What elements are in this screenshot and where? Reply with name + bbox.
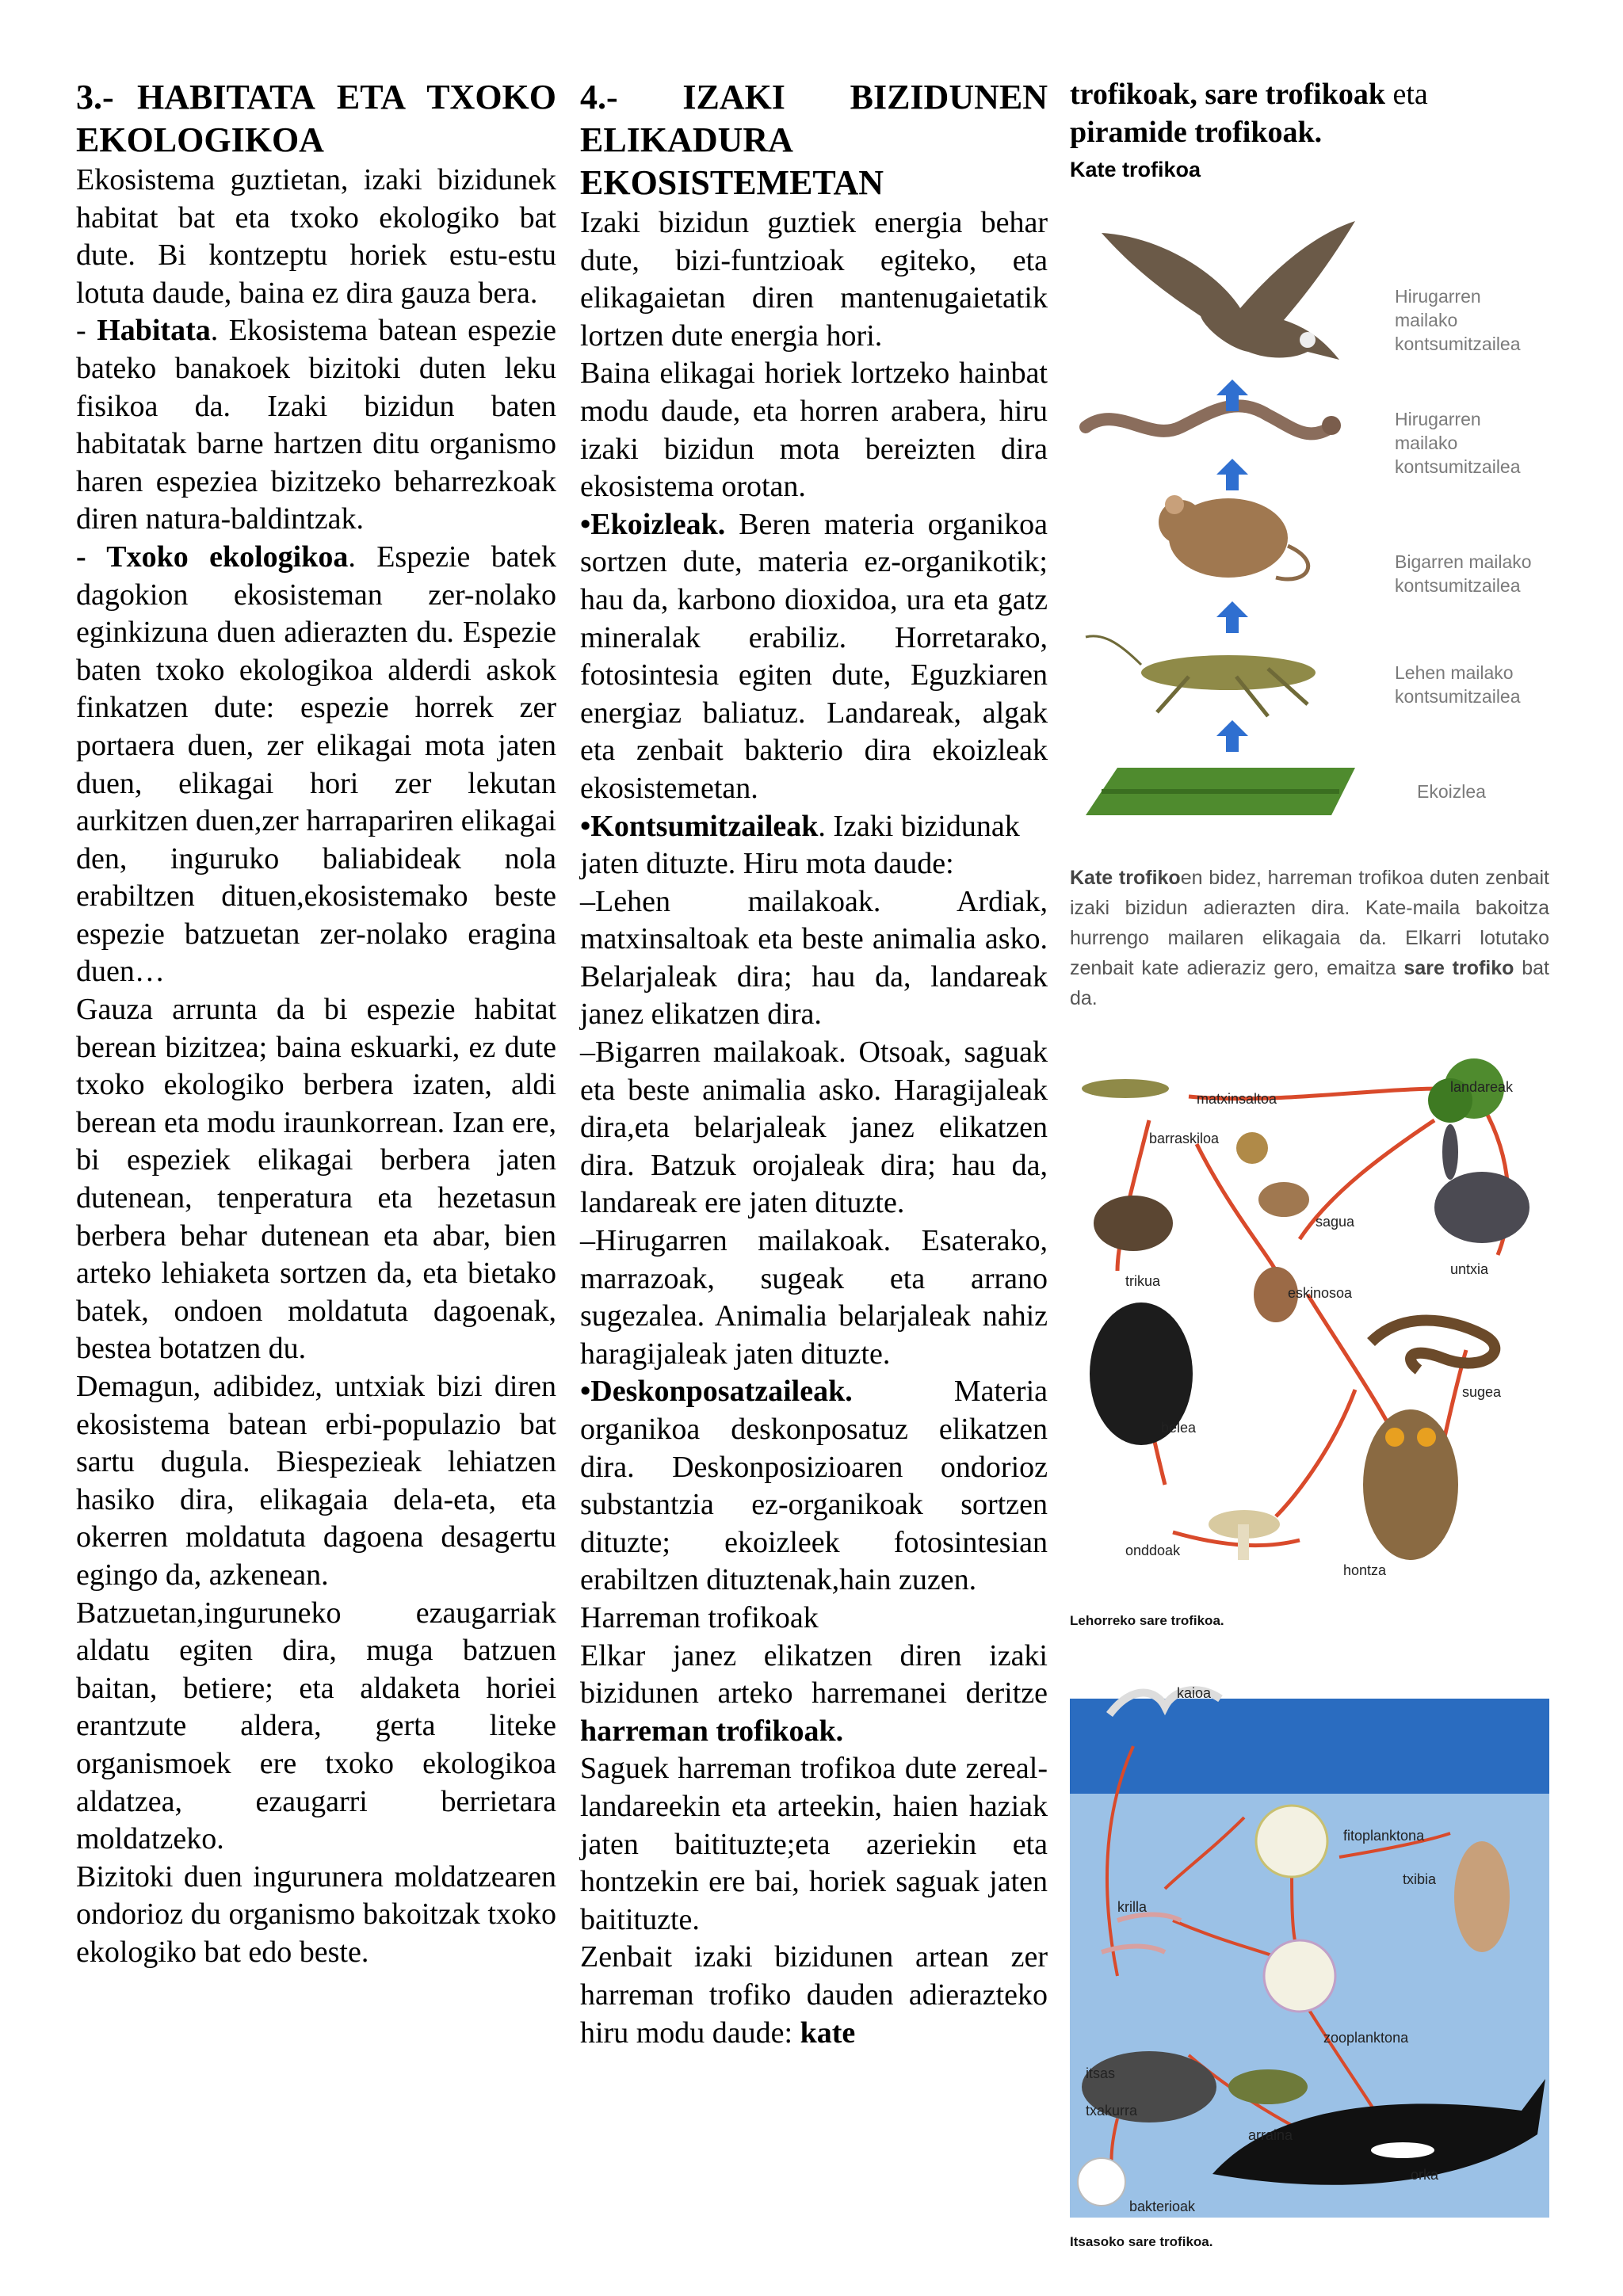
saguek-paragraph: Saguek harreman trofikoa dute zereal-landareekin eta arteekin, haien haziak jaten baitituzte;eta azeriekin eta hontzekin ere bai, horiek saguak jaten baitituzte. [580, 1752, 1048, 1936]
web-label-landareak: landareak [1450, 1078, 1514, 1095]
land-food-web-figure [1070, 1057, 1549, 1628]
web-label-matxinsaltoa: matxinsaltoa [1197, 1090, 1277, 1107]
zooplankton-icon [1264, 1940, 1335, 2012]
continuation-text: trofikoak, sare trofikoak eta piramide trofikoak. [1070, 78, 1428, 149]
sea-label-txibia: txibia [1403, 1871, 1437, 1887]
kate-term: kate [800, 2016, 856, 2050]
zenbait-paragraph: Zenbait izaki bizidunen artean zer harreman trofiko dauden adierazteko hiru modu daude: kate [580, 1940, 1048, 2050]
sea-label-krilla: krilla [1117, 1898, 1148, 1915]
sea-web-caption: Itsasoko sare trofikoa. [1070, 2233, 1213, 2249]
sea-label-fitoplanktona: fitoplanktona [1343, 1827, 1425, 1844]
chain-label-4: Lehen mailako kontsumitzailea [1395, 662, 1521, 707]
grasshopper-icon [1086, 636, 1316, 716]
deskonposatzaileak-paragraph: •Deskonposatzaileak. Materia organikoa deskonposatuz elikatzen dira. Deskonposizioaren ondorioz substantzia ez-organikoak sortzen dituzte; ekoizleek fotosintesian erabiltzen dituztenak,hain zuzen. [580, 1375, 1048, 1597]
food-chain-title: Kate trofikoa [1070, 158, 1201, 182]
web-label-trikua: trikua [1125, 1272, 1161, 1289]
mouse-icon [1258, 1182, 1309, 1217]
bacteria-icon [1078, 2158, 1125, 2206]
web-label-sugea: sugea [1462, 1383, 1502, 1400]
intro-paragraph: Ekosistema guztietan, izaki bizidunek habitat bat eta txoko ekologiko bat dute. Bi kontzeptu horiek estu-estu lotuta daude, baina ez dira gauza bera. [76, 163, 556, 310]
column-habitata [76, 76, 556, 1972]
snake-icon [1371, 1320, 1495, 1370]
web-label-untxia: untxia [1450, 1261, 1489, 1277]
bigarren-mailakoak: –Bigarren mailakoak. Otsoak, saguak eta beste animalia asko. Haragijaleak dira,eta belarjaleak janez elikatzen dira. Batzuk orojaleak dira; hau da, landareak ere jaten dituzte. [580, 1035, 1048, 1220]
arrow-up-icon [1216, 459, 1248, 490]
rabbit-icon [1434, 1124, 1529, 1243]
kontsumitzaileak-term: •Kontsumitzaileak [580, 809, 819, 843]
hedgehog-icon [1094, 1196, 1173, 1251]
sea-label-zooplanktona: zooplanktona [1323, 2029, 1409, 2046]
sea-label-bakterioak: bakterioak [1129, 2198, 1196, 2214]
sea-food-web-illustration [1070, 1659, 1549, 2218]
snail-icon [1236, 1132, 1268, 1164]
demagun-paragraph: Demagun, adibidez, untxiak bizi diren ekosistema batean erbi-populazio bat sartu dugula. Biespezieak lehiatzen hasiko dira, elikagaia dela-eta, eta okerren moldatuta dagoena desagertu egingo da, azkenean. [76, 1370, 556, 1592]
moduak-paragraph: Baina elikagai horiek lortzeko hainbat modu daude, eta horren arabera, hiru izaki bizidun mota bereizten dira ekosistema orotan. [580, 357, 1048, 504]
txoko-paragraph: - Txoko ekologikoa. Espezie batek dagokion ekosisteman zer-nolako eginkizuna duen adierazten du. Espezie baten txoko ekologikoa alderdi askok finkatzen dute: espezie horrek zer portaera duen, zer elikagai mota jaten duen, elikagai hori zer lekutan aurkitzen duen,zer harrapariren elikagai den, inguruko baliabideak nola erabiltzen dituen,ekosistemako beste espezie batzuetan zer-nolako eragina duen… [76, 540, 556, 989]
chain-label-3: Bigarren mailako kontsumitzailea [1395, 551, 1532, 596]
kontsumitzaileak-paragraph: •Kontsumitzaileak. Izaki bizidunak [580, 809, 1020, 843]
food-chain-figure [1070, 151, 1549, 1013]
txoko-term: - Txoko ekologikoa [76, 540, 349, 574]
eagle-icon [1102, 221, 1355, 360]
gauza-paragraph: Gauza arrunta da bi espezie habitat berean bizitzea; baina eskuarki, ez dute txoko ekologiko berbera izaten, aldi berean eta modu iraunkorrean. Izan ere, bi espeziek elikagai berbera jaten dutenean, tenperatura eta hezetasun berbera behar dutenean eta abar, bien arteko lehiaketa sortzen da, eta bietako batek, ondoen moldatuta dagoenak, bestea botatzen du. [76, 993, 556, 1366]
squid-icon [1454, 1841, 1510, 1952]
batzuetan-paragraph: Batzuetan,inguruneko ezaugarriak aldatu egiten dira, muga batzuen baitan, betiere; eta aldaketa horiei erantzute aldera, gerta liteke organismoek ere txoko ekologikoa aldatzea, ezaugarri berrietara moldatzeko. [76, 1596, 556, 1856]
section-3-heading: 3.- HABITATA ETA TXOKO EKOLOGIKOA [76, 78, 556, 159]
grass-icon [1086, 768, 1355, 815]
land-web-caption: Lehorreko sare trofikoa. [1070, 1612, 1224, 1628]
chain-label-1: Hirugarren mailako kontsumitzailea [1395, 285, 1521, 354]
fish-icon [1228, 2069, 1308, 2104]
mushrooms-icon [1209, 1510, 1280, 1560]
web-label-eskinosoa: eskinosoa [1288, 1284, 1353, 1301]
chain-label-2: Hirugarren mailako kontsumitzailea [1395, 408, 1521, 477]
energia-paragraph: Izaki bizidun guztiek energia behar dute, bizi-funtzioak egiteko, eta elikagaietan diren mantenugaietatik lortzen dute energia hori. [580, 206, 1048, 353]
arrow-up-icon [1216, 601, 1248, 633]
harreman-title: Harreman trofikoak [580, 1600, 819, 1634]
sea-label-kaioa: kaioa [1177, 1684, 1212, 1701]
ekoizleak-paragraph: •Ekoizleak. Beren materia organikoa sortzen dute, materia ez-organikotik; hau da, karbono dioxidoa, ura eta gatz mineralak erabiliz. Horretarako, fotosintesia egiten dute, Eguzkiaren energiaz baliatuz. Landareak, algak eta zenbait bakterio dira ekoizleak ekosistemetan. [580, 507, 1048, 805]
mouse-icon [1159, 495, 1308, 579]
kontsumitzaileak-line2: jaten dituzte. Hiru mota daude: [580, 847, 954, 881]
sea-label-orka: orka [1411, 2166, 1439, 2183]
habitata-term: Habitata [97, 314, 211, 348]
column-figures [1070, 76, 1549, 2249]
sea-label-arraina: arraina [1248, 2126, 1293, 2143]
habitata-paragraph: - Habitata. Ekosistema batean espezie bateko banakoek bizitoki duten leku fisikoa da. Izaki bizidun baten habitatak barne hartzen ditu organismo haren espeziea bizitzeko beharrezkoak diren natura-baldintzak. [76, 314, 556, 536]
web-label-hontza: hontza [1343, 1562, 1387, 1578]
web-label-onddoak: onddoak [1125, 1542, 1181, 1558]
web-label-belea: belea [1161, 1419, 1197, 1436]
harreman-term: harreman trofikoak. [580, 1714, 844, 1748]
owl-icon [1363, 1409, 1458, 1560]
grasshopper-icon [1082, 1079, 1169, 1098]
arrow-up-icon [1216, 720, 1248, 752]
bizitoki-paragraph: Bizitoki duen ingurunera moldatzearen ondorioz du organismo bakoitzak txoko ekologiko bat edo beste. [76, 1859, 556, 1969]
sea-food-web-figure [1070, 1659, 1549, 2249]
column-elikadura [580, 76, 1048, 2052]
food-chain-diagram [1070, 189, 1545, 863]
phytoplankton-icon [1256, 1806, 1327, 1877]
web-label-sagua: sagua [1316, 1213, 1355, 1230]
harreman-paragraph: Elkar janez elikatzen diren izaki bizidunen arteko harremanei deritze harreman trofikoak. [580, 1638, 1048, 1748]
sea-label-itsas-txakurra: itsas txakurra [1086, 2065, 1138, 2119]
ekoizleak-term: •Ekoizleak. [580, 507, 726, 541]
food-chain-caption: Kate trofikoen bidez, harreman trofikoa duten zenbait izaki bizidun adierazten dira. Kate-maila bakoitza hurrengo mailaren elikagaia da. Elkarri lotutako zenbait kate adieraziz gero, emaitza sare trofiko bat da. [1070, 866, 1549, 1009]
snake-icon [1086, 406, 1341, 435]
lehen-mailakoak: –Lehen mailakoak. Ardiak, matxinsaltoak eta beste animalia asko. Belarjaleak dira; hau da, landareak janez elikatzen dira. [580, 884, 1048, 1032]
deskonposatzaileak-term: •Deskonposatzaileak. [580, 1375, 853, 1409]
hirugarren-mailakoak: –Hirugarren mailakoak. Esaterako, marrazoak, sugeak eta arrano sugezalea. Animalia belarjaleak nahiz haragijaleak jaten dituzte. [580, 1224, 1048, 1371]
chain-label-5: Ekoizlea [1417, 780, 1486, 802]
section-4-heading: 4.- IZAKI BIZIDUNEN ELIKADURA EKOSISTEMETAN [580, 78, 1048, 202]
web-label-barraskiloa: barraskiloa [1149, 1130, 1220, 1146]
land-food-web-illustration [1070, 1057, 1549, 1596]
